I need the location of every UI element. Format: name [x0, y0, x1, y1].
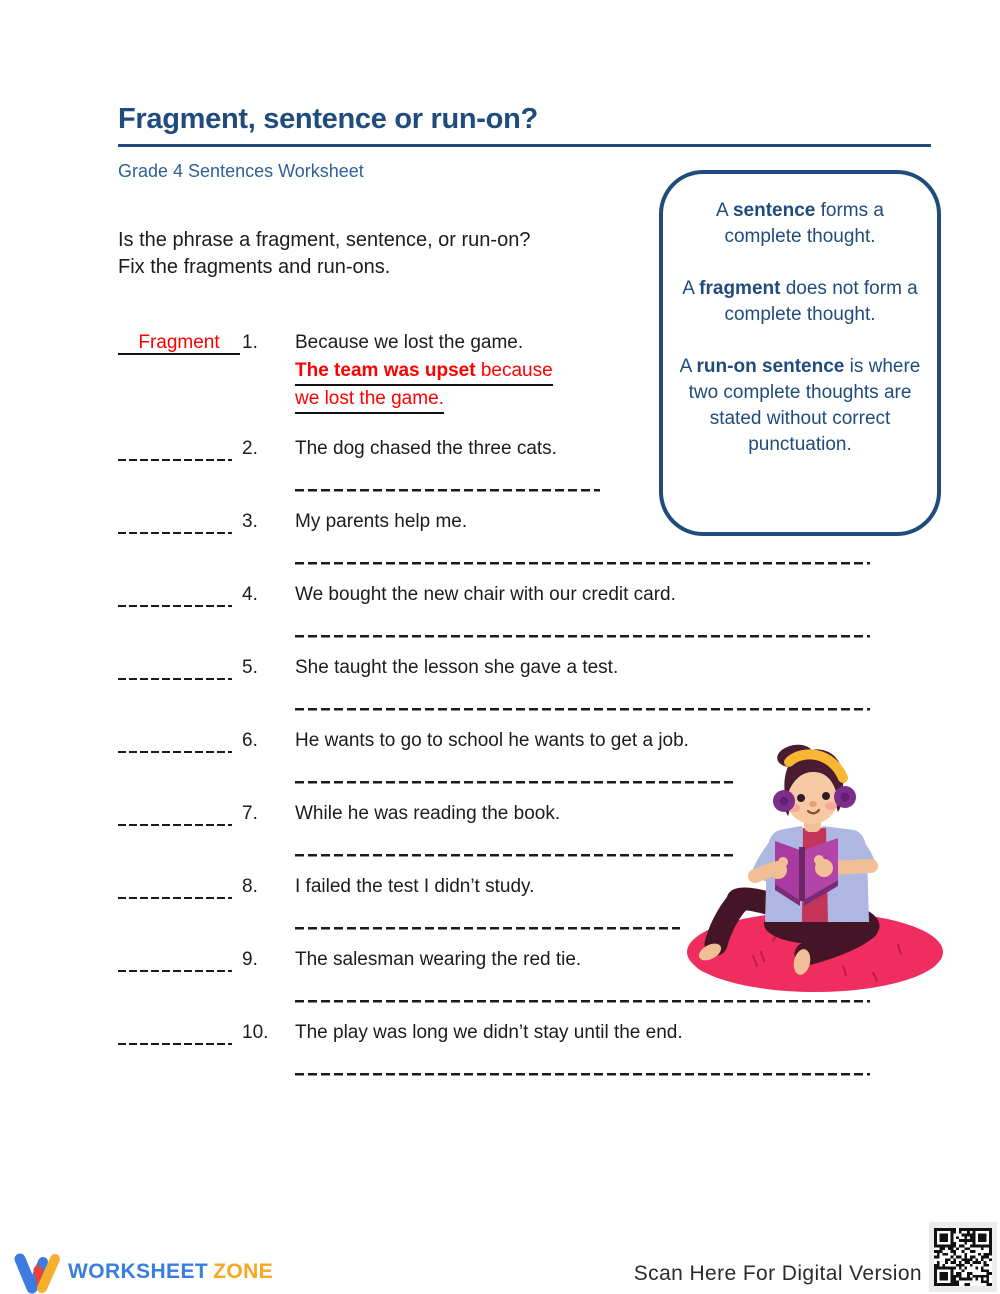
answer-blank[interactable] — [118, 949, 232, 972]
answer-writing-line[interactable] — [295, 1000, 870, 1003]
definition-fragment: A fragment does not form a complete thought. — [682, 278, 918, 325]
question-text: He wants to go to school he wants to get a job. — [295, 730, 689, 751]
question-text: While he was reading the book. — [295, 803, 561, 824]
instructions — [118, 227, 530, 281]
instruction-line-2: Fix the fragments and run-ons. — [118, 256, 391, 278]
question-row — [118, 332, 918, 438]
definition-sentence: A sentence forms a complete thought. — [716, 200, 884, 247]
qr-code — [929, 1222, 997, 1292]
question-text: We bought the new chair with our credit card. — [295, 584, 676, 605]
question-number: 6. — [242, 730, 258, 751]
answer-blank[interactable] — [118, 657, 232, 680]
question-row — [118, 657, 918, 730]
definition-run-on: A run-on sentence is where two complete thoughts are stated without correct punctuation. — [679, 356, 921, 455]
question-text: The salesman wearing the red tie. — [295, 949, 582, 970]
question-number: 3. — [242, 511, 258, 532]
answer-blank[interactable] — [118, 332, 240, 355]
brand-word-worksheet: WORKSHEET — [68, 1260, 209, 1283]
answer-text: Fragment — [138, 332, 220, 353]
answer-writing-line[interactable] — [295, 927, 680, 930]
scan-instruction: Scan Here For Digital Version — [633, 1262, 922, 1285]
worksheetzone-logo-icon — [14, 1250, 60, 1294]
correction-line1-rest: because — [475, 360, 553, 381]
correction-block — [295, 358, 553, 414]
question-row — [118, 511, 918, 584]
question-number: 7. — [242, 803, 258, 824]
answer-writing-line[interactable] — [295, 708, 870, 711]
correction-line-2: we lost the game. — [295, 386, 444, 414]
question-row — [118, 584, 918, 657]
answer-blank[interactable] — [118, 876, 232, 899]
question-number: 9. — [242, 949, 258, 970]
brand-logo — [14, 1250, 273, 1294]
page-title: Fragment, sentence or run-on? — [118, 103, 538, 135]
question-number: 10. — [242, 1022, 269, 1043]
answer-blank[interactable] — [118, 511, 232, 534]
answer-writing-line[interactable] — [295, 562, 870, 565]
question-number: 4. — [242, 584, 258, 605]
question-text: She taught the lesson she gave a test. — [295, 657, 619, 678]
girl-reading-illustration — [683, 738, 945, 993]
answer-writing-line[interactable] — [295, 635, 870, 638]
question-text: Because we lost the game. — [295, 332, 524, 353]
question-text: The dog chased the three cats. — [295, 438, 557, 459]
instruction-line-1: Is the phrase a fragment, sentence, or run-on? — [118, 229, 531, 251]
question-number: 2. — [242, 438, 258, 459]
question-number: 1. — [242, 332, 258, 353]
answer-blank[interactable] — [118, 1022, 232, 1045]
brand-word-zone: ZONE — [213, 1260, 274, 1283]
brand-name — [68, 1260, 273, 1284]
answer-writing-line[interactable] — [295, 489, 600, 492]
question-row — [118, 1022, 918, 1095]
answer-writing-line[interactable] — [295, 854, 737, 857]
answer-blank[interactable] — [118, 584, 232, 607]
question-row — [118, 438, 918, 511]
answer-writing-line[interactable] — [295, 1073, 870, 1076]
question-text: My parents help me. — [295, 511, 468, 532]
title-divider — [118, 144, 931, 147]
question-text: I failed the test I didn’t study. — [295, 876, 535, 897]
answer-writing-line[interactable] — [295, 781, 737, 784]
answer-blank[interactable] — [118, 730, 232, 753]
question-number: 5. — [242, 657, 258, 678]
answer-blank[interactable] — [118, 803, 232, 826]
correction-line1-bold: The team was upset — [295, 360, 476, 381]
correction-line-1 — [295, 358, 553, 386]
page-subtitle: Grade 4 Sentences Worksheet — [118, 161, 364, 181]
question-text: The play was long we didn’t stay until the end. — [295, 1022, 683, 1043]
answer-blank[interactable] — [118, 438, 232, 461]
question-number: 8. — [242, 876, 258, 897]
